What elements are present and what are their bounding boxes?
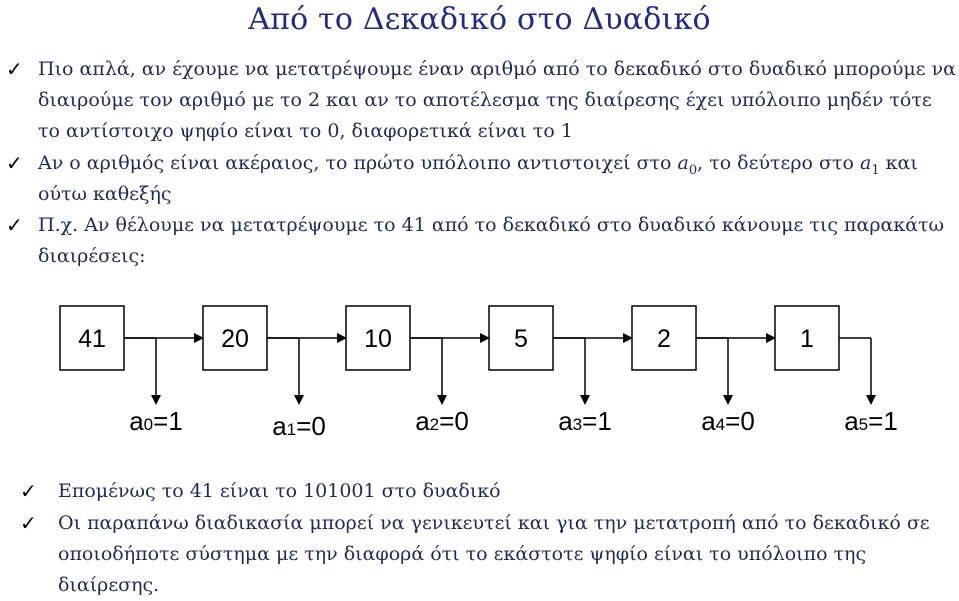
remainder-label (701, 406, 755, 436)
text-segment: Αν ο αριθμός είναι ακέραιος, το πρώτο υπόλοιπο αντιστοιχεί στο (38, 152, 678, 174)
remainder-subscript: 3 (572, 415, 583, 434)
bullet-text: Επομένως το 41 είναι το 101001 στο δυαδικό (58, 480, 501, 502)
bullet-text (38, 148, 959, 210)
remainder-var: a (272, 411, 287, 441)
remainder-label (558, 406, 612, 436)
bullet-integer-order (8, 148, 959, 210)
checkmark-icon: ✓ (6, 151, 23, 175)
bullet-text: Π.χ. Αν θέλουμε να μετατρέψουμε το 41 από το δεκαδικό στο δυαδικό κάνουμε τις παρακάτω διαιρέσεις: (38, 214, 945, 267)
remainder-var: a (129, 406, 144, 436)
bullet-method (8, 54, 959, 147)
subscript: 0 (688, 162, 698, 178)
bullet-generalization (22, 508, 959, 601)
remainder-value: =0 (296, 411, 326, 441)
box-value: 10 (364, 325, 392, 353)
variable-a: a (677, 152, 689, 174)
checkmark-icon: ✓ (20, 511, 37, 535)
remainder-value: =1 (153, 406, 183, 436)
remainder-subscript: 2 (429, 415, 440, 434)
checkmark-icon: ✓ (6, 213, 23, 237)
remainder-value: =1 (582, 406, 612, 436)
subscript: 1 (871, 162, 880, 178)
text-segment: και ούτω καθεξής (38, 152, 918, 205)
box-value: 5 (514, 325, 528, 353)
box-value: 20 (221, 325, 249, 353)
text-segment: , το δεύτερο στο (697, 152, 860, 174)
page-title: Από το Δεκαδικό στο Δυαδικό (248, 2, 711, 37)
box-value: 41 (78, 325, 106, 353)
division-diagram (0, 290, 959, 460)
bullet-text: Πιο απλά, αν έχουμε να μετατρέψουμε έναν αριθμό από το δεκαδικό στο δυαδικό μπορούμε να διαιρούμε τον αριθμό με το 2 και αν το αποτέλεσμα της διαίρεσης έχει υπόλοιπο μηδέν τότε το αντίστοιχο ψηφίο είναι το 0, διαφορετικά είναι το 1 (38, 58, 956, 142)
remainder-var: a (558, 406, 573, 436)
remainder-label (844, 406, 898, 436)
checkmark-icon: ✓ (20, 479, 37, 503)
remainder-value: =0 (725, 406, 755, 436)
remainder-subscript: 4 (715, 415, 726, 434)
remainder-subscript: 5 (858, 415, 869, 434)
remainder-value: =0 (439, 406, 469, 436)
remainder-label (272, 411, 326, 441)
variable-a: a (859, 152, 872, 174)
remainder-label (415, 406, 469, 436)
box-value: 1 (800, 325, 814, 353)
checkmark-icon: ✓ (6, 57, 23, 81)
remainder-value: =1 (868, 406, 898, 436)
bullet-text: Οι παραπάνω διαδικασία μπορεί να γενικευτεί και για την μετατροπή από το δεκαδικό σε οποιοδήποτε σύστημα με την διαφορά ότι το εκάστοτε ψηφίο είναι το υπόλοιπο της διαίρεσης. (58, 512, 930, 596)
remainder-var: a (701, 406, 716, 436)
box-value: 2 (657, 325, 671, 353)
remainder-subscript: 1 (286, 420, 297, 439)
remainder-subscript: 0 (143, 415, 154, 434)
remainder-var: a (415, 406, 430, 436)
bullet-example (8, 210, 959, 272)
bullet-result (22, 476, 959, 507)
remainder-label (129, 406, 183, 436)
remainder-var: a (844, 406, 859, 436)
